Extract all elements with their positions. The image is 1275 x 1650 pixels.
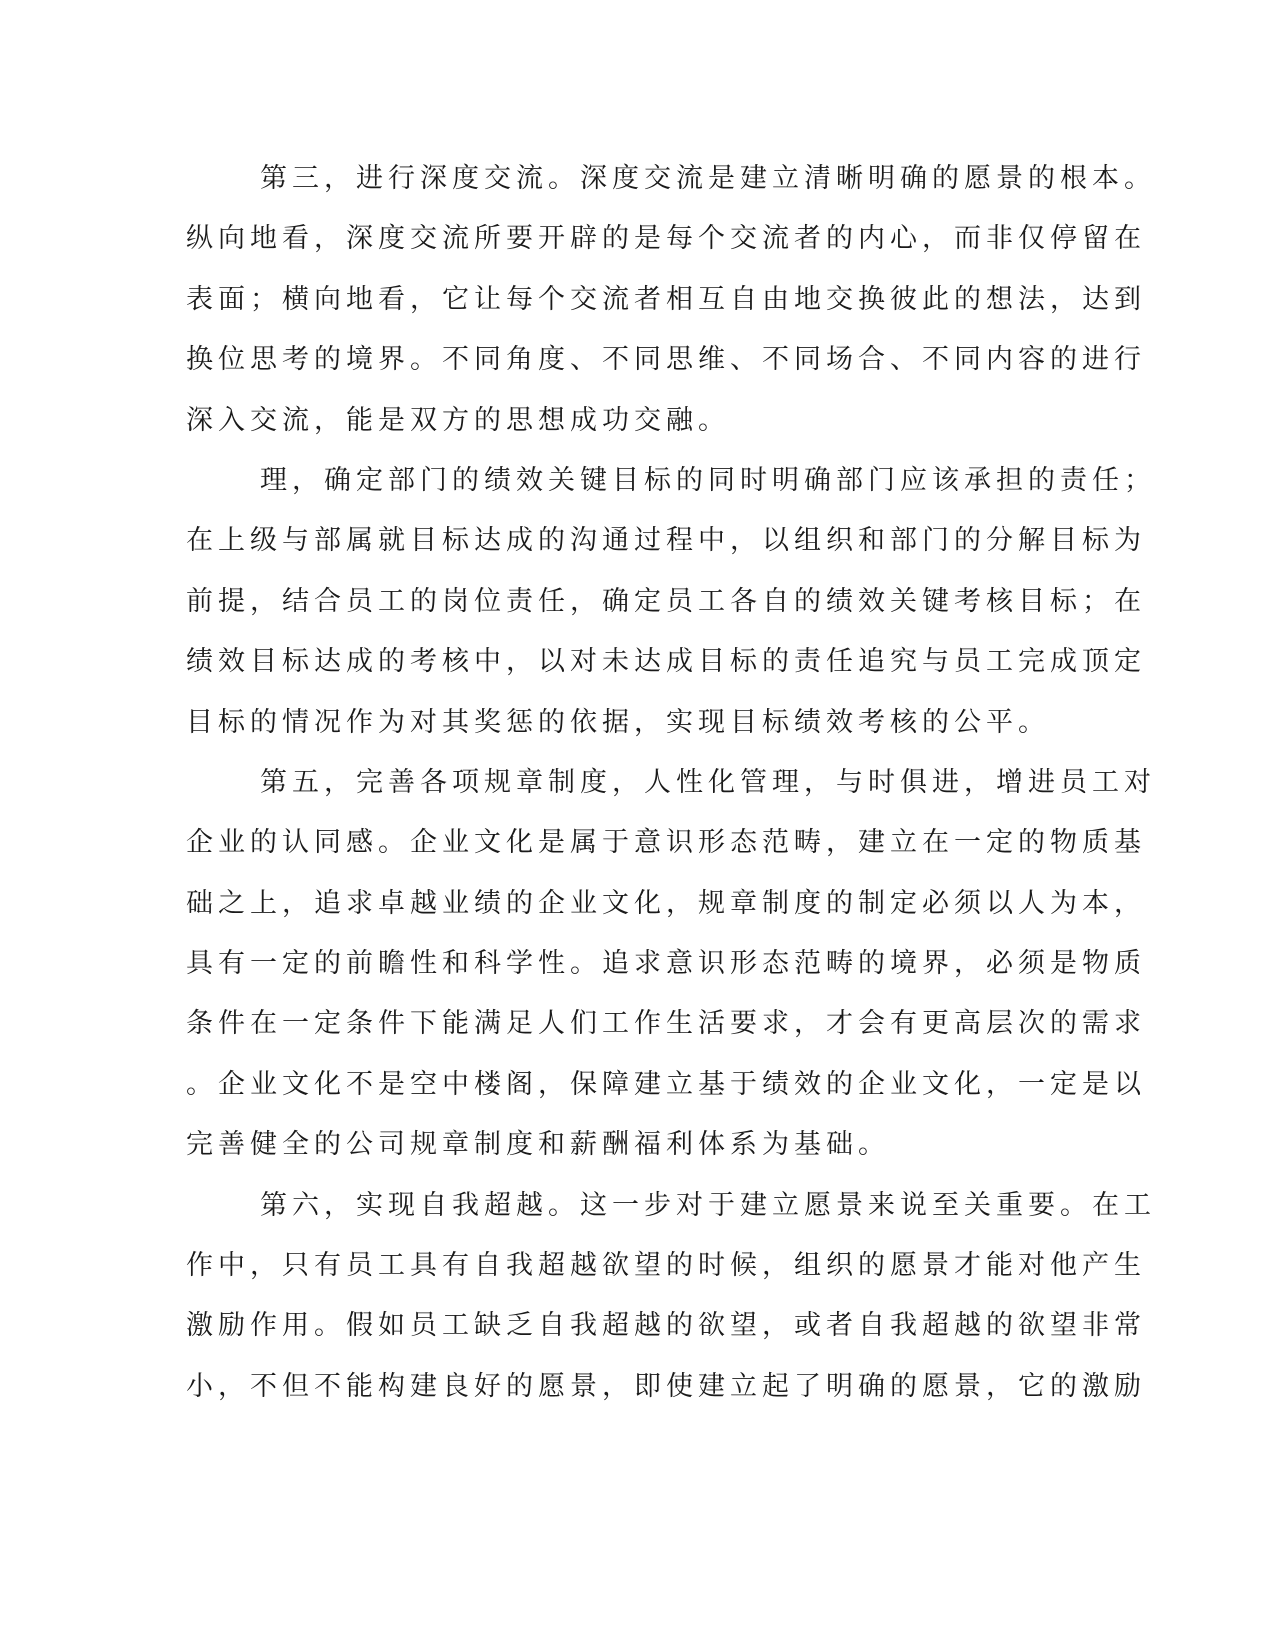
paragraph-line: 作中，只有员工具有自我超越欲望的时候，组织的愿景才能对他产生 (186, 1250, 1146, 1282)
paragraph-line: 纵向地看，深度交流所要开辟的是每个交流者的内心，而非仅停留在 (186, 223, 1146, 255)
paragraph-line: 础之上，追求卓越业绩的企业文化，规章制度的制定必须以人为本， (186, 887, 1146, 919)
paragraph-line: 具有一定的前瞻性和科学性。追求意识形态范畴的境界，必须是物质 (186, 948, 1146, 980)
paragraph-line: 目标的情况作为对其奖惩的依据，实现目标绩效考核的公平。 (186, 706, 1050, 738)
paragraph-line: 理，确定部门的绩效关键目标的同时明确部门应该承担的责任； (260, 464, 1156, 496)
paragraph-line: 换位思考的境界。不同角度、不同思维、不同场合、不同内容的进行 (186, 344, 1146, 376)
body-text (186, 149, 1156, 1417)
paragraph-line: 。企业文化不是空中楼阁，保障建立基于绩效的企业文化，一定是以 (186, 1068, 1146, 1100)
paragraph-line: 深入交流，能是双方的思想成功交融。 (186, 404, 730, 436)
paragraph-line: 第六，实现自我超越。这一步对于建立愿景来说至关重要。在工 (260, 1189, 1156, 1221)
paragraph-line: 第三，进行深度交流。深度交流是建立清晰明确的愿景的根本。 (260, 163, 1156, 194)
paragraph-line: 绩效目标达成的考核中，以对未达成目标的责任追究与员工完成顶定 (186, 646, 1146, 678)
paragraph-line: 前提，结合员工的岗位责任，确定员工各自的绩效关键考核目标；在 (186, 585, 1146, 617)
paragraph-line: 小，不但不能构建良好的愿景，即使建立起了明确的愿景，它的激励 (186, 1370, 1146, 1402)
paragraph-line: 表面；横向地看，它让每个交流者相互自由地交换彼此的想法，达到 (186, 283, 1146, 315)
paragraph-line: 企业的认同感。企业文化是属于意识形态范畴，建立在一定的物质基 (186, 827, 1146, 859)
paragraph-line: 第五，完善各项规章制度，人性化管理，与时俱进，增进员工对 (260, 766, 1156, 798)
paragraph-line: 条件在一定条件下能满足人们工作生活要求，才会有更高层次的需求 (186, 1008, 1146, 1040)
paragraph-line: 激励作用。假如员工缺乏自我超越的欲望，或者自我超越的欲望非常 (186, 1310, 1146, 1342)
paragraph-line: 在上级与部属就目标达成的沟通过程中，以组织和部门的分解目标为 (186, 525, 1146, 557)
paragraph-line: 完善健全的公司规章制度和薪酬福利体系为基础。 (186, 1129, 890, 1161)
